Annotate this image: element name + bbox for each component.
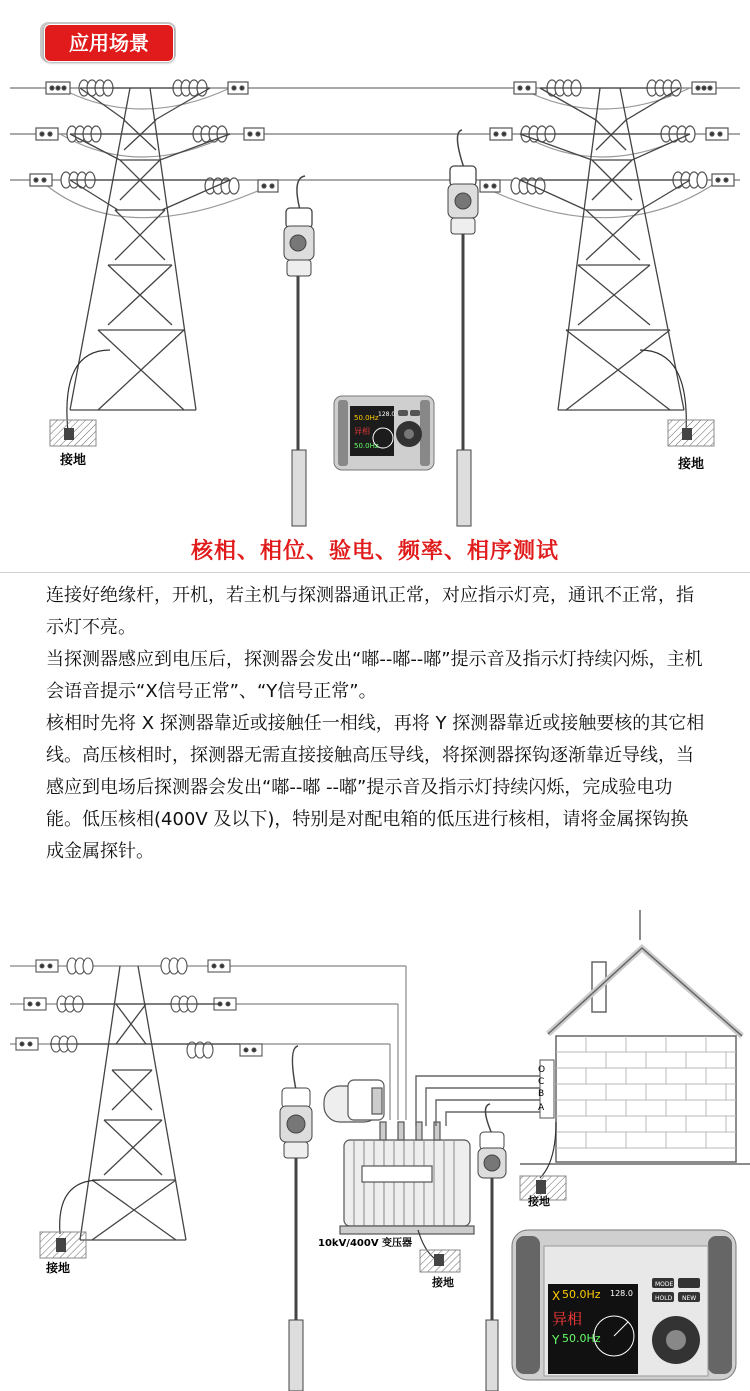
ground-right-block xyxy=(668,420,714,446)
button-new: NEW xyxy=(682,1295,697,1302)
bottom-left-ground-block xyxy=(40,1232,86,1258)
phase-label-b: B xyxy=(538,1089,545,1099)
transformer-ground-block xyxy=(420,1250,460,1272)
small-screen-phase: 异相 xyxy=(354,427,370,436)
phase-label-o: O xyxy=(538,1065,546,1075)
feature-subtitle: 核相、相位、验电、频率、相序测试 xyxy=(190,539,559,564)
main-unit-small xyxy=(334,396,434,470)
bottom-probe-x xyxy=(280,1046,312,1391)
description-text xyxy=(46,580,706,868)
insulators-left xyxy=(30,80,278,194)
bottom-ground-mid-label: 接地 xyxy=(432,1276,454,1289)
screen-x-value: 50.0Hz xyxy=(562,1288,601,1301)
transformer-label: 10kV/400V 变压器 xyxy=(318,1238,413,1249)
transformer xyxy=(324,1080,474,1234)
button-hold: HOLD xyxy=(655,1295,673,1302)
paragraph-phasing: 核相时先将 X 探测器靠近或接触任一相线，再将 Y 探测器靠近或接触要核的其它相线。高压核相时，探测器无需直接接触高压导线，将探测器探钩逐渐靠近导线，当感应到电场后探测器会发出“嘟--嘟 --嘟”提示音及指示灯持续闪烁，完成验电功能。低压核相(400V 及以下)，特别是对配电箱的低压进行核相，请将金属探钩换成金属探针。 xyxy=(46,713,705,862)
paragraph-connection: 连接好绝缘杆，开机，若主机与探测器通讯正常，对应指示灯亮，通讯不正常，指示灯不亮。 xyxy=(46,585,694,638)
bottom-ground-house-label: 接地 xyxy=(528,1195,550,1208)
screen-x-label: X xyxy=(552,1289,561,1303)
probe-x-left xyxy=(284,176,314,526)
section-badge: 应用场景 xyxy=(44,24,174,62)
small-screen-angle: 128.0 xyxy=(378,411,396,418)
bottom-probe-y xyxy=(478,1104,506,1391)
screen-angle: 128.0 xyxy=(610,1289,633,1298)
house xyxy=(520,910,750,1164)
bottom-left-ground-wire xyxy=(60,1180,100,1234)
probe-y-mid xyxy=(448,130,478,526)
main-unit-large xyxy=(512,1230,736,1380)
small-screen-x-value: 50.0Hz xyxy=(354,414,379,422)
top-scene-diagram xyxy=(0,60,750,530)
screen-y-value: 50.0Hz xyxy=(562,1332,601,1345)
paragraph-detection: 当探测器感应到电压后，探测器会发出“嘟--嘟--嘟”提示音及指示灯持续闪烁，主机会语音提示“X信号正常”、“Y信号正常”。 xyxy=(46,649,703,702)
ground-left-label: 接地 xyxy=(60,453,87,468)
bottom-scene-diagram xyxy=(0,900,750,1391)
phase-label-a: A xyxy=(538,1103,545,1113)
ground-right-label: 接地 xyxy=(678,457,705,472)
insulators-right xyxy=(480,80,734,194)
bottom-ground-left-label: 接地 xyxy=(46,1261,71,1275)
low-voltage-lines xyxy=(416,1076,540,1126)
screen-phase-text: 异相 xyxy=(552,1310,583,1328)
screen-y-label: Y xyxy=(552,1333,560,1347)
phase-label-c: C xyxy=(538,1077,545,1087)
button-mode: MODE xyxy=(655,1281,674,1288)
house-ground-wire xyxy=(540,1122,556,1178)
section-divider xyxy=(0,572,750,573)
ground-left-block xyxy=(50,420,96,446)
small-screen-y-value: 50.0Hz xyxy=(354,442,379,450)
